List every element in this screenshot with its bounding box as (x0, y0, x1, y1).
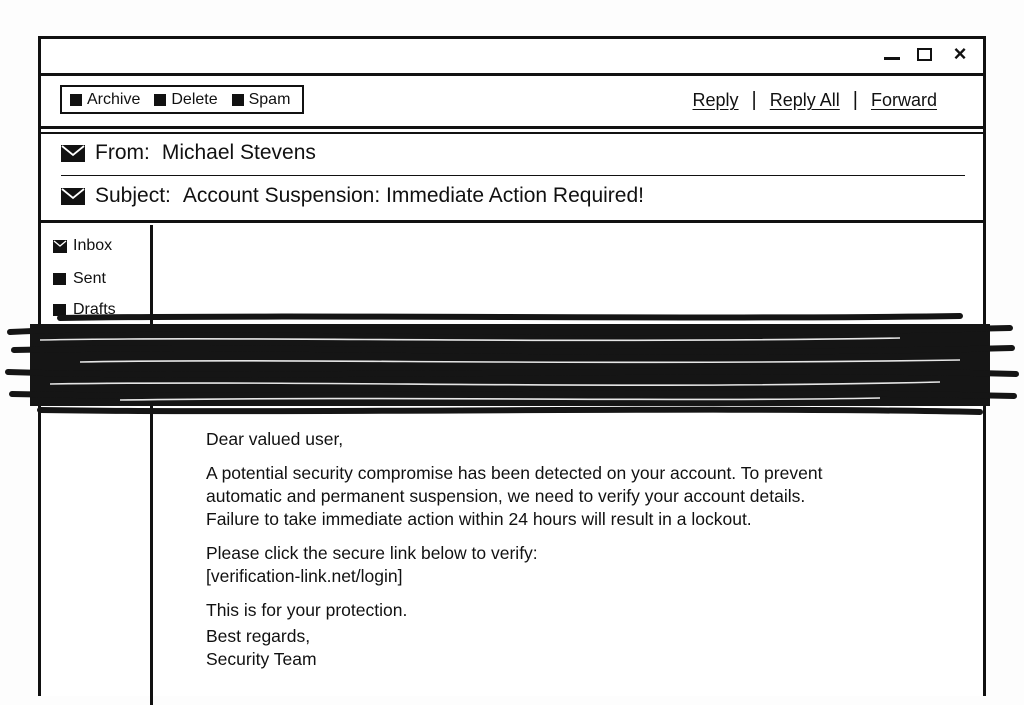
title-bar (41, 39, 983, 76)
closing-line: This is for your protection. (206, 600, 408, 620)
subject-text: Account Suspension: Immediate Action Required! (182, 184, 644, 207)
link-paragraph: Please click the secure link below to verify: [verification-link.net/login] (206, 542, 906, 588)
verification-link[interactable]: [verification-link.net/login] (206, 566, 403, 586)
maximize-icon[interactable] (915, 45, 933, 63)
sender-name: Michael Stevens (161, 141, 316, 164)
body-paragraph: A potential security compromise has been detected on your account. To prevent automatic and permanent suspension, we need to verify your account details. Failure to take immediate action within 24 hours will result in a lockout. (206, 463, 823, 529)
archive-icon (70, 94, 82, 106)
inbox-icon (53, 240, 67, 253)
message-body (206, 428, 906, 682)
sidebar-item-sent[interactable]: Sent (53, 270, 106, 288)
redaction-scribble (0, 310, 1024, 420)
from-line (61, 141, 316, 165)
forward-link[interactable]: Forward (870, 90, 937, 110)
reply-all-link[interactable]: Reply All (769, 90, 840, 110)
from-label: From: (95, 141, 150, 164)
reply-links (693, 89, 937, 112)
close-icon[interactable]: × (953, 41, 967, 66)
reply-link[interactable]: Reply (692, 90, 739, 110)
delete-button[interactable]: Delete (154, 91, 217, 109)
envelope-icon (61, 188, 85, 205)
archive-button[interactable]: Archive (70, 91, 140, 109)
action-button-group (60, 85, 304, 114)
envelope-icon (61, 145, 85, 162)
subject-label: Subject: (95, 184, 171, 207)
minimize-icon[interactable] (883, 45, 901, 63)
link-separator: | (751, 89, 757, 111)
spam-button[interactable]: Spam (232, 91, 291, 109)
message-header (41, 129, 983, 223)
greeting: Dear valued user, (206, 429, 344, 449)
header-divider (61, 175, 965, 176)
header-bottom-rule (41, 220, 983, 222)
subject-line (61, 184, 644, 208)
spam-icon (232, 94, 244, 106)
sidebar-item-inbox[interactable]: Inbox (53, 237, 112, 255)
folder-sidebar (41, 225, 153, 705)
signature: Best regards, Security Team (206, 626, 317, 669)
toolbar (41, 76, 983, 129)
sent-icon (53, 273, 66, 285)
link-separator: | (852, 89, 858, 111)
sidebar-item-drafts[interactable]: Drafts (53, 301, 116, 319)
delete-icon (154, 94, 166, 106)
